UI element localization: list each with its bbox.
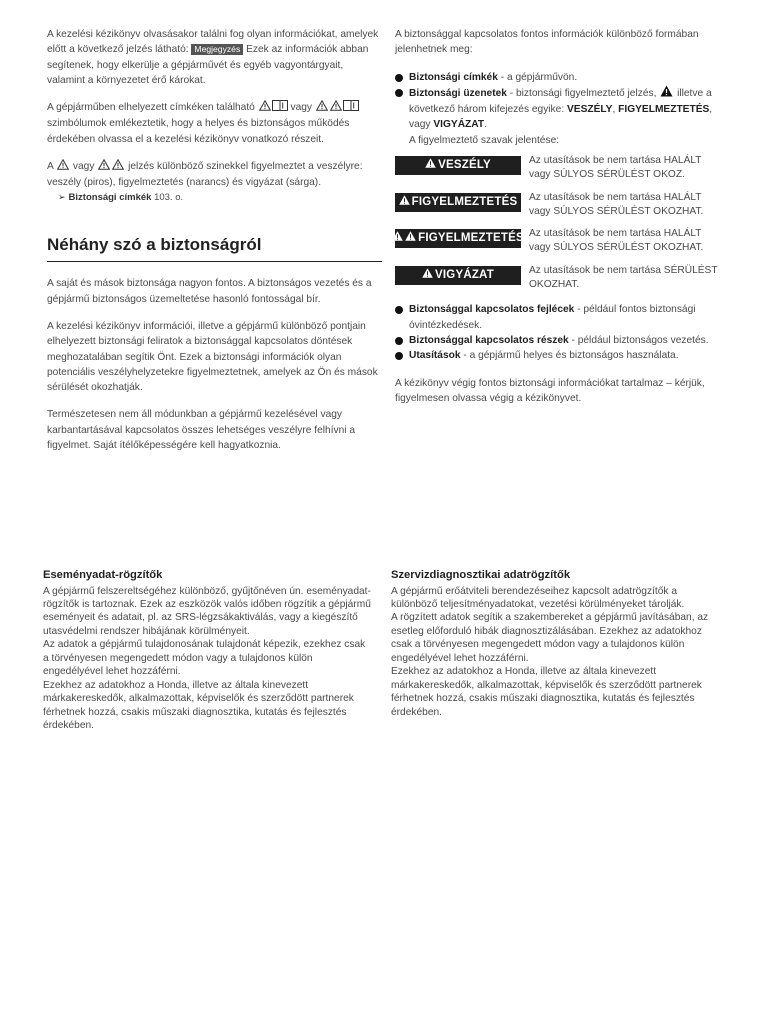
- separator: .: [484, 119, 487, 131]
- forms-intro: A biztonsággal kapcsolatos fontos információk különböző formában jelenhetnek meg:: [395, 29, 699, 56]
- warning-triangle-icon: [316, 100, 328, 116]
- manual-book-icon: [272, 100, 288, 116]
- warning-row: [395, 191, 725, 220]
- warning-badge: [395, 193, 521, 212]
- service-paragraph-1: A gépjármű erőátviteli berendezéseihez kapcsolt adatrögzítők a különböző teljesítményadatokat, vezetési körülményeket tárolják.: [391, 585, 685, 611]
- warning-row: [395, 264, 725, 293]
- event-paragraph-1: A gépjármű felszereltségéhez különböző, gyűjtőnéven ún. eseményadat-rögzítők is tartoznak. Ezek az eszközök valós időben rögzítik a gépjármű eseményeit és adatait, pl. az SRS-légzsákaktiválás, vagy a kiegészítő utasvédelmi rendszer hibájának körülményeit.: [43, 585, 371, 637]
- list-item: [395, 348, 725, 363]
- warning-triangle-icon: [405, 230, 416, 247]
- right-column: [395, 27, 725, 406]
- safety-labels-reference[interactable]: [58, 191, 382, 205]
- warning-triangle-icon: [399, 194, 410, 211]
- list-item-text: - biztonsági figyelmeztető jelzés,: [506, 87, 660, 99]
- badge-label: FIGYELMEZTETÉS: [418, 232, 524, 245]
- event-recorders-section: [43, 568, 373, 733]
- warning-triangle-icon: [57, 159, 69, 175]
- label-text-c: szimbólumok emlékeztetik, hogy a helyes és biztonságos működés érdekében olvassa el a kezelési kézikönyv vonatkozó részeit.: [47, 118, 350, 145]
- warning-triangle-icon: [330, 100, 342, 116]
- warning-description: Az utasítások be nem tartása SÉRÜLÉST OKOZHAT.: [529, 264, 718, 291]
- info-forms-list-continued: [395, 302, 725, 363]
- closing-paragraph: A kézikönyv végig fontos biztonsági információkat tartalmaz – kérjük, figyelmesen olvassa végig a kézikönyvet.: [395, 377, 705, 404]
- warning-triangle-icon: [98, 159, 110, 175]
- label-text-b: vagy: [287, 102, 315, 114]
- signal-word: FIGYELMEZTETÉS: [618, 104, 710, 116]
- list-item-title: Biztonsággal kapcsolatos részek: [409, 334, 569, 346]
- event-paragraph-2: Az adatok a gépjármű tulajdonosának tulajdonát képezik, ezekhez csak a törvényesen megengedett módon vagy a tulajdonos külön engedélyével lehet hozzáférni.: [43, 639, 366, 678]
- reference-label[interactable]: Biztonsági címkék: [68, 191, 152, 203]
- label-text-a: A gépjárműben elhelyezett címkéken található: [47, 102, 258, 114]
- warning-description: Az utasítások be nem tartása HALÁLT vagy SÚLYOS SÉRÜLÉST OKOZ.: [529, 155, 702, 181]
- event-paragraph-3: Ezekhez az adatokhoz a Honda, illetve az általa kinevezett márkakereskedők, alkalmazottak, képviselők és szerződött partnerek férhetnek hozzá, csakis műszaki diagnosztika, kutatás és fejlesztés érdekében.: [43, 679, 354, 732]
- separator: ,: [612, 104, 619, 116]
- caution-badge: [395, 266, 521, 285]
- intro-text-a: A kezelési kézikönyv olvasásakor találni fog olyan információkat, amelyek előtt a következő jelzés látható:: [47, 29, 379, 56]
- warning-triangle-icon: [422, 267, 433, 284]
- list-item-title: Biztonsággal kapcsolatos fejlécek: [409, 304, 575, 316]
- badge-label: VESZÉLY: [438, 158, 491, 171]
- list-item-text: illetve a következő három kifejezés egyike:: [409, 87, 712, 116]
- list-item-title: Biztonsági üzenetek: [409, 87, 507, 99]
- badge-label: VIGYÁZAT: [435, 268, 494, 281]
- list-item: [395, 302, 725, 333]
- filled-warning-triangle-icon: [660, 85, 673, 102]
- warning-triangle-icon: [425, 157, 436, 174]
- reference-arrow-icon: ➢: [58, 191, 66, 202]
- safety-paragraph-3: Természetesen nem áll módunkban a gépjármű kezelésével vagy karbantartásával kapcsolatos összes lehetséges veszélyre felhívni a figyelmet. Saját ítélőképességére kell hagyatkoznia.: [47, 409, 356, 451]
- danger-badge: [395, 156, 521, 175]
- service-paragraph-2: A rögzített adatok segítik a szakembereket a gépjármű javításában, az esetleg előforduló hibák diagnosztizálásában. Ezekhez az adatokhoz csak a törvényesen megengedett módon vagy a tulajdonos külön engedélyével lehet hozzáférni.: [391, 612, 709, 664]
- warning-table: [395, 154, 725, 292]
- warning-triangle-icon: [112, 159, 124, 175]
- signal-word: VESZÉLY: [566, 104, 613, 116]
- warning-triangle-icon: [259, 100, 271, 116]
- service-paragraph-3: Ezekhez az adatokhoz a Honda, illetve az általa kinevezett márkakereskedők, alkalmazottak, képviselők és szerződött partnerek férhetnek hozzá, csakis műszaki diagnosztika, kutatás és fejlesztés érdekében.: [391, 666, 702, 718]
- intro-text-b: Ezek az információk abban segítenek, hogy elkerülje a gépjárművét és egyéb vagyontárgyait, valamint a környezetet érő károkat.: [47, 44, 369, 86]
- safety-paragraph-1: A saját és mások biztonsága nagyon fontos. A biztonságos vezetés és a gépjármű biztonságos üzemeltetése hasonló fontosságal bír.: [47, 278, 372, 305]
- signal-word: VIGYÁZAT: [433, 119, 485, 131]
- list-item: [395, 70, 725, 85]
- list-item: [395, 333, 725, 348]
- list-item-text: - a gépjármű helyes és biztonságos használata.: [460, 350, 679, 362]
- signal-words-meaning: A figyelmeztető szavak jelentése:: [409, 134, 560, 146]
- warning-description: Az utasítások be nem tartása HALÁLT vagy SÚLYOS SÉRÜLÉST OKOZHAT.: [529, 191, 704, 217]
- safety-paragraph-2: A kezelési kézikönyv információi, illetve a gépjármű különböző pontjain elhelyezett biztonsági feliratok a biztonsággal kapcsolatos döntések meghozatalában segítik Önt. Ezek a biztonsági információk olyan potenciális veszélyhelyzetekre figyelmeztetnek, amelyek az Ön és mások sérülését okozhatják.: [47, 320, 378, 394]
- warning-triangle-icon: [392, 230, 403, 247]
- list-item-text: - például biztonságos vezetés.: [568, 334, 709, 346]
- color-paragraph: [47, 159, 382, 191]
- service-recorders-section: [391, 568, 721, 719]
- intro-paragraph: [47, 27, 382, 88]
- label-symbols-paragraph: [47, 100, 382, 147]
- note-tag: Megjegyzés: [191, 44, 243, 55]
- warning-row: [395, 154, 725, 183]
- color-text-b: vagy: [70, 161, 98, 173]
- separator: , vagy: [409, 104, 713, 131]
- double-warning-badge: [395, 229, 524, 248]
- list-item-title: Utasítások: [409, 350, 461, 362]
- color-text-a: A: [47, 161, 57, 173]
- warning-row: [395, 227, 725, 256]
- color-text-c: jelzés különböző szinekkel figyelmeztet a veszélyre: veszély (piros), figyelmeztetés (narancs) és vigyázat (sárga).: [47, 161, 363, 189]
- left-column: [47, 27, 382, 453]
- list-item-text: - a gépjárművön.: [497, 71, 578, 83]
- list-item: [395, 85, 725, 133]
- reference-page: 103. o.: [151, 191, 184, 203]
- info-forms-list: [395, 70, 725, 133]
- manual-book-icon: [343, 100, 359, 116]
- service-recorders-title: Szervizdiagnosztikai adatrögzítők: [391, 569, 571, 581]
- list-item-text: - például fontos biztonsági óvintézkedések.: [409, 304, 696, 331]
- event-recorders-title: Eseményadat-rögzítők: [43, 569, 163, 581]
- section-heading: Néhány szó a biztonságról: [47, 235, 382, 262]
- warning-description: Az utasítások be nem tartása HALÁLT vagy SÚLYOS SÉRÜLÉST OKOZHAT.: [529, 228, 704, 254]
- badge-label: FIGYELMEZTETÉS: [411, 195, 518, 208]
- list-item-title: Biztonsági címkék: [409, 71, 498, 83]
